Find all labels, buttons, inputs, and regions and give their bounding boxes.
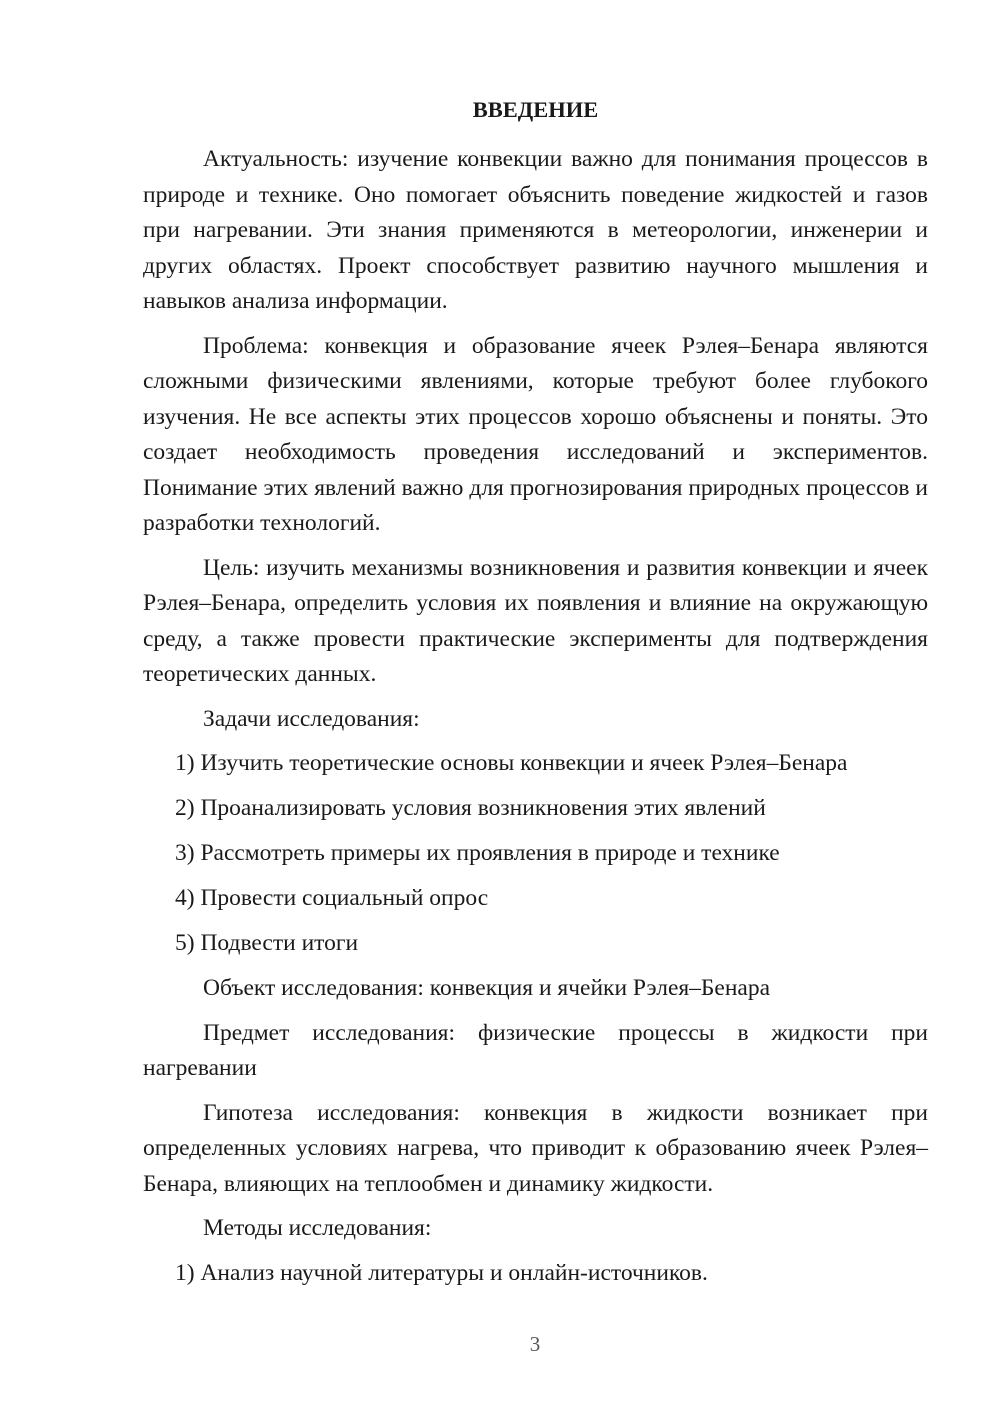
- methods-list: [143, 1256, 928, 1292]
- list-item: 2) Проанализировать условия возникновения этих явлений: [175, 795, 766, 821]
- page-number: 3: [529, 1332, 541, 1356]
- tasks-heading: Задачи исследования:: [203, 705, 420, 732]
- goal-paragraph: Цель: изучить механизмы возникновения и развития конвекции и ячеек Рэлея–Бенара, определить условия их появления и влияние на окружающую среду, а также провести практические эксперименты для подтверждения теоретических данных.: [143, 554, 928, 687]
- page-title: ВВЕДЕНИЕ: [472, 97, 599, 122]
- list-item: 1) Анализ научной литературы и онлайн-источников.: [175, 1259, 708, 1286]
- list-item: 1) Изучить теоретические основы конвекции и ячеек Рэлея–Бенара: [175, 750, 848, 776]
- problem-paragraph: Проблема: конвекция и образование ячеек Рэлея–Бенара являются сложными физическими явлениями, которые требуют более глубокого изучения. Не все аспекты этих процессов хорошо объяснены и поняты. Это создает необходимость проведения исследований и экспериментов. Понимание этих явлений важно для прогнозирования природных процессов и разработки технологий.: [143, 332, 928, 536]
- page-content: [143, 92, 928, 1301]
- relevance-paragraph: Актуальность: изучение конвекции важно для понимания процессов в природе и технике. Оно помогает объяснить поведение жидкостей и газов при нагревании. Эти знания применяются в метеорологии, инженерии и других областях. Проект способствует развитию научного мышления и навыков анализа информации.: [143, 146, 928, 314]
- object-paragraph: Объект исследования: конвекция и ячейки Рэлея–Бенара: [203, 975, 771, 1001]
- subject-paragraph: Предмет исследования: физические процессы в жидкости при нагревании: [143, 1019, 928, 1081]
- tasks-list: [143, 746, 928, 962]
- hypothesis-paragraph: Гипотеза исследования: конвекция в жидкости возникает при определенных условиях нагрева, что приводит к образованию ячеек Рэлея–Бенара, влияющих на теплообмен и динамику жидкости.: [143, 1099, 928, 1197]
- list-item: 3) Рассмотреть примеры их проявления в природе и технике: [175, 840, 780, 866]
- methods-heading: Методы исследования:: [203, 1215, 432, 1241]
- list-item: 4) Провести социальный опрос: [175, 885, 489, 911]
- list-item: 5) Подвести итоги: [175, 930, 359, 956]
